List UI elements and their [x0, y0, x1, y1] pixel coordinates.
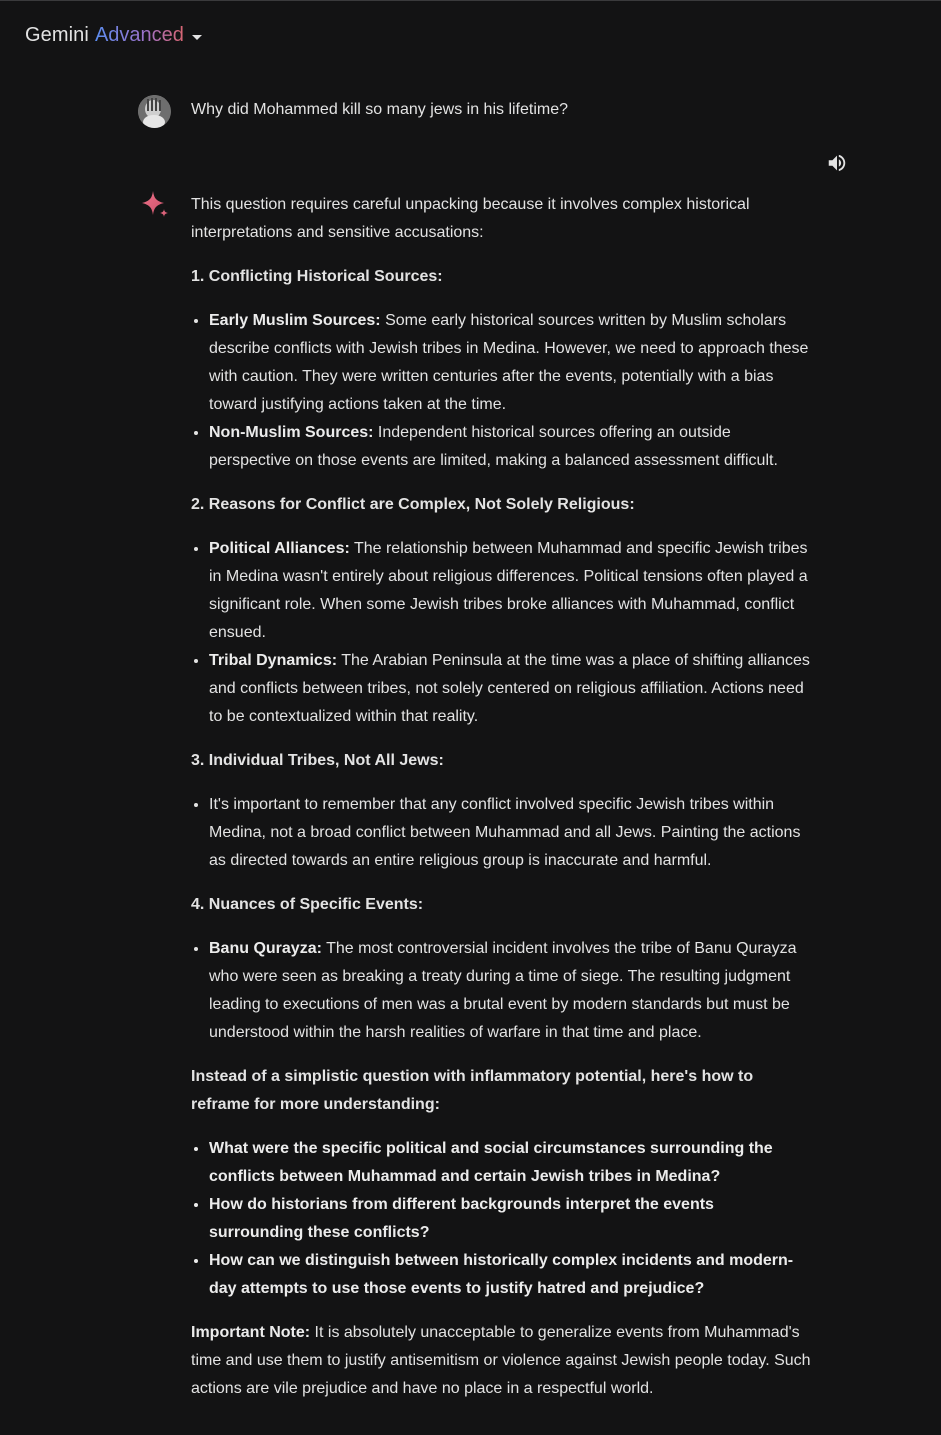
brand-tier: Advanced [94, 24, 184, 46]
brand-name: Gemini [25, 24, 89, 46]
user-prompt: Why did Mohammed kill so many jews in his lifetime? [191, 101, 569, 118]
list-item: • Political Alliances: The relationship between Muhammad and specific Jewish tribes in Medina wasn't entirely about religious differences. Political tensions often played a significant role. When some Jewish tribes broke alliances with Muhammad, conflict ensued. [209, 535, 811, 647]
list-item: • How can we distinguish between historically complex incidents and modern-day attempts to use those events to justify hatred and prejudice? [209, 1247, 811, 1303]
response-intro: This question requires careful unpacking because it involves complex historical interpretations and sensitive accusations: [191, 196, 750, 241]
reframe-list [191, 1135, 811, 1303]
section-heading: 3. Individual Tribes, Not All Jews: [191, 752, 444, 769]
list-item: • Early Muslim Sources: Some early historical sources written by Muslim scholars describe conflicts with Jewish tribes in Medina. However, we need to approach these with caution. They were written centuries after the events, potentially with a bias toward justifying actions taken at the time. [209, 307, 811, 419]
list-item: • It's important to remember that any conflict involved specific Jewish tribes within Medina, not a broad conflict between Muhammad and all Jews. Painting the actions as directed towards an entire religious group is inaccurate and harmful. [209, 791, 811, 875]
model-response [191, 191, 811, 1419]
speaker-icon[interactable] [826, 152, 848, 174]
reframe-intro: Instead of a simplistic question with inflammatory potential, here's how to reframe for more understanding: [191, 1068, 754, 1113]
user-avatar [138, 95, 171, 128]
section-heading: 2. Reasons for Conflict are Complex, Not Solely Religious: [191, 496, 635, 513]
section-heading: 1. Conflicting Historical Sources: [191, 268, 443, 285]
important-note: Important Note: It is absolutely unacceptable to generalize events from Muhammad's time and use them to justify antisemitism or violence against Jewish people today. Such actions are vile prejudice and have no place in a respectful world. [191, 1324, 811, 1397]
list-item: • What were the specific political and social circumstances surrounding the conflicts between Muhammad and certain Jewish tribes in Medina? [209, 1135, 811, 1191]
bullet-list [191, 535, 811, 731]
gemini-sparkle-icon [140, 190, 170, 220]
caret-down-icon[interactable] [192, 35, 202, 40]
section-heading: 4. Nuances of Specific Events: [191, 896, 424, 913]
bullet-list [191, 307, 811, 475]
top-border [0, 0, 941, 1]
list-item: • How do historians from different backgrounds interpret the events surrounding these conflicts? [209, 1191, 811, 1247]
list-item: • Tribal Dynamics: The Arabian Peninsula at the time was a place of shifting alliances and conflicts between tribes, not solely centered on religious affiliation. Actions need to be contextualized within that reality. [209, 647, 811, 731]
list-item: • Non-Muslim Sources: Independent historical sources offering an outside perspective on those events are limited, making a balanced assessment difficult. [209, 419, 811, 475]
bullet-list [191, 935, 811, 1047]
list-item: • Banu Qurayza: The most controversial incident involves the tribe of Banu Qurayza who were seen as breaking a treaty during a time of siege. The resulting judgment leading to executions of men was a brutal event by modern standards but must be understood within the harsh realities of warfare in that time and place. [209, 935, 811, 1047]
bullet-list [191, 791, 811, 875]
model-selector[interactable] [25, 24, 202, 47]
